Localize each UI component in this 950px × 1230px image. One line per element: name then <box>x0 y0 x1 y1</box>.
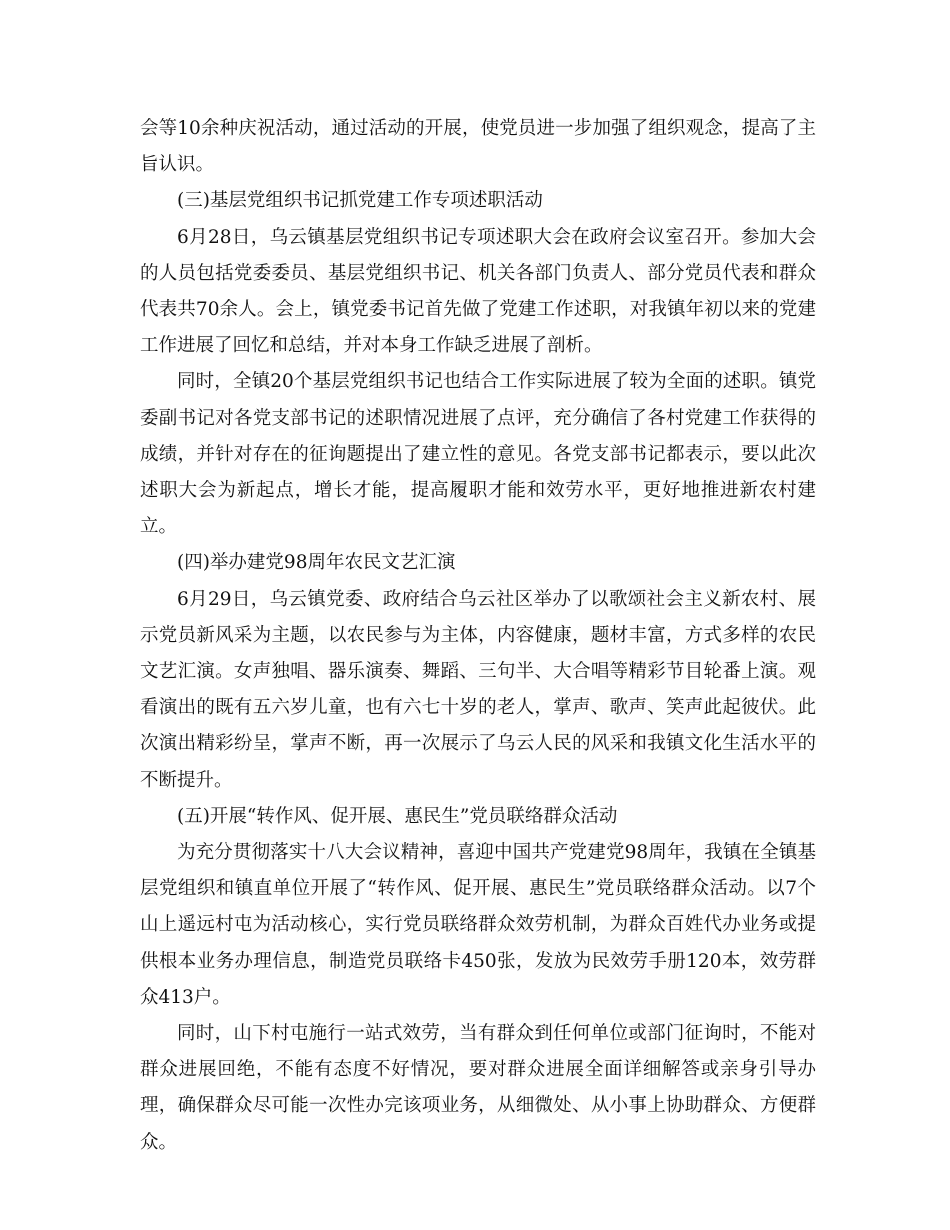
document-body <box>140 111 816 1161</box>
section-heading-4: (四)举办建党98周年农民文艺汇演 <box>177 552 456 574</box>
section-heading-5: (五)开展“转作风、促开展、惠民生”党员联络群众活动 <box>177 805 618 827</box>
paragraph: 同时，山下村屯施行一站式效劳，当有群众到任何单位或部门征询时，不能对群众进展回绝，不能有态度不好情况，要对群众进展全面详细解答或亲身引导办理，确保群众尽可能一次性办完该项业务，从细微处、从小事上协助群众、方便群众。 <box>140 1023 816 1153</box>
paragraph-continuation: 会等10余种庆祝活动，通过活动的开展，使党员进一步加强了组织观念，提高了主旨认识。 <box>140 118 816 176</box>
paragraph: 为充分贯彻落实十八大会议精神，喜迎中国共产党建党98周年，我镇在全镇基层党组织和镇直单位开展了“转作风、促开展、惠民生”党员联络群众活动。以7个山上遥远村屯为活动核心，实行党员联络群众效劳机制，为群众百姓代办业务或提供根本业务办理信息，制造党员联络卡450张，发放为民效劳手册120本，效劳群众413户。 <box>140 842 816 1008</box>
paragraph: 同时，全镇20个基层党组织书记也结合工作实际进展了较为全面的述职。镇党委副书记对各党支部书记的述职情况进展了点评，充分确信了各村党建工作获得的成绩，并针对存在的征询题提出了建立性的意见。各党支部书记都表示，要以此次述职大会为新起点，增长才能，提高履职才能和效劳水平，更好地推进新农村建立。 <box>140 371 816 538</box>
paragraph: 6月29日，乌云镇党委、政府结合乌云社区举办了以歌颂社会主义新农村、展示党员新风采为主题，以农民参与为主体，内容健康，题材丰富，方式多样的农民文艺汇演。女声独唱、器乐演奏、舞蹈、三句半、大合唱等精彩节目轮番上演。观看演出的既有五六岁儿童，也有六七十岁的老人，掌声、歌声、笑声此起彼伏。此次演出精彩纷呈，掌声不断，再一次展示了乌云人民的风采和我镇文化生活水平的不断提升。 <box>140 588 816 791</box>
paragraph: 6月28日，乌云镇基层党组织书记专项述职大会在政府会议室召开。参加大会的人员包括党委委员、基层党组织书记、机关各部门负责人、部分党员代表和群众代表共70余人。会上，镇党委书记首先做了党建工作述职，对我镇年初以来的党建工作进展了回忆和总结，并对本身工作缺乏进展了剖析。 <box>140 226 816 357</box>
section-heading-3: (三)基层党组织书记抓党建工作专项述职活动 <box>177 190 543 212</box>
